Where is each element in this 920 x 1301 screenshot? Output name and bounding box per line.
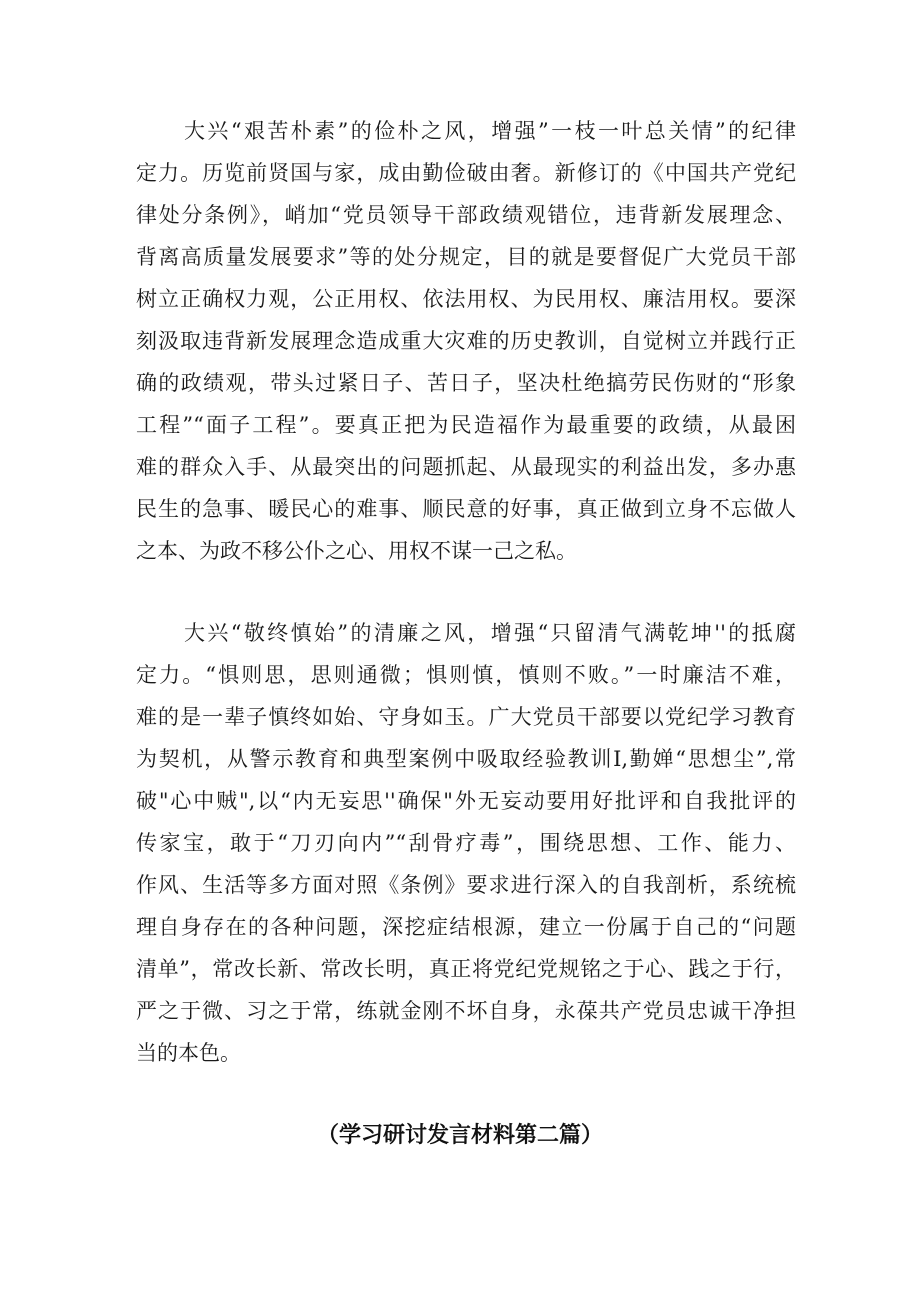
paragraph-line: 确的政绩观，带头过紧日子、苦日子，坚决杜绝搞劳民伤财的“形象 — [136, 371, 796, 395]
paragraph-line: 大兴“艰苦朴素”的俭朴之风，增强”一枝一叶总关情”的纪律 — [184, 119, 796, 143]
paragraph-line: 民生的急事、暖民心的难事、顺民意的好事，真正做到立身不忘做人 — [136, 497, 796, 521]
paragraph-line: 刻汲取违背新发展理念造成重大灾难的历史教训，自觉树立并践行正 — [136, 329, 796, 353]
paragraph-line: 定力。历览前贤国与家，成由勤俭破由奢。新修订的《中国共产党纪 — [136, 161, 796, 185]
paragraph-line: 理自身存在的各种问题，深挖症结根源，建立一份属于自己的“问题 — [136, 915, 796, 939]
paragraph-line: 当的本色。 — [136, 1041, 241, 1065]
paragraph-line: 严之于微、习之于常，练就金刚不坏自身，永葆共产党员忠诚干净担 — [136, 999, 796, 1023]
paragraph-line: 清单”，常改长新、常改长明，真正将党纪党规铭之于心、践之于行， — [136, 957, 796, 981]
paragraph-line: 工程”“面子工程”。要真正把为民造福作为最重要的政绩，从最困 — [136, 413, 796, 437]
paragraph-line: 传家宝，敢于“刀刃向内”“刮骨疗毒”，围绕思想、工作、能力、 — [136, 831, 796, 855]
paragraph-line: 大兴“敬终慎始”的清廉之风，增强“只留清气满乾坤''的抵腐 — [184, 621, 796, 645]
paragraph-line: 难的群众入手、从最突出的问题抓起、从最现实的利益出发，多办惠 — [136, 455, 796, 479]
paragraph-line: 定力。“惧则思，思则通微；惧则慎，慎则不败。”一时廉洁不难， — [136, 663, 796, 687]
paragraph-line: 破"心中贼",以“内无妄思''确保"外无妄动要用好批评和自我批评的 — [136, 789, 796, 813]
paragraph-line: 律处分条例》，峭加“党员领导干部政绩观错位，违背新发展理念、 — [136, 203, 796, 227]
paragraph-line: 为契机，从警示教育和典型案例中吸取经验教训I,勤婵“思想尘”,常 — [136, 747, 796, 771]
paragraph-line: 之本、为政不移公仆之心、用权不谋一己之私。 — [136, 539, 577, 563]
paragraph-line: 树立正确权力观，公正用权、依法用权、为民用权、廉洁用权。要深 — [136, 287, 796, 311]
paragraph-line: 背离高质量发展要求”等的处分规定，目的就是要督促广大党员干部 — [136, 245, 796, 269]
paragraph-line: 难的是一辈子慎终如始、守身如玉。广大党员干部要以党纪学习教育 — [136, 705, 796, 729]
section-heading: （学习研讨发言材料第二篇） — [316, 1123, 603, 1148]
paragraph-line: 作风、生活等多方面对照《条例》要求进行深入的自我剖析，系统梳 — [136, 873, 796, 897]
paragraph-frugality — [136, 110, 796, 572]
paragraph-integrity — [136, 612, 796, 1074]
